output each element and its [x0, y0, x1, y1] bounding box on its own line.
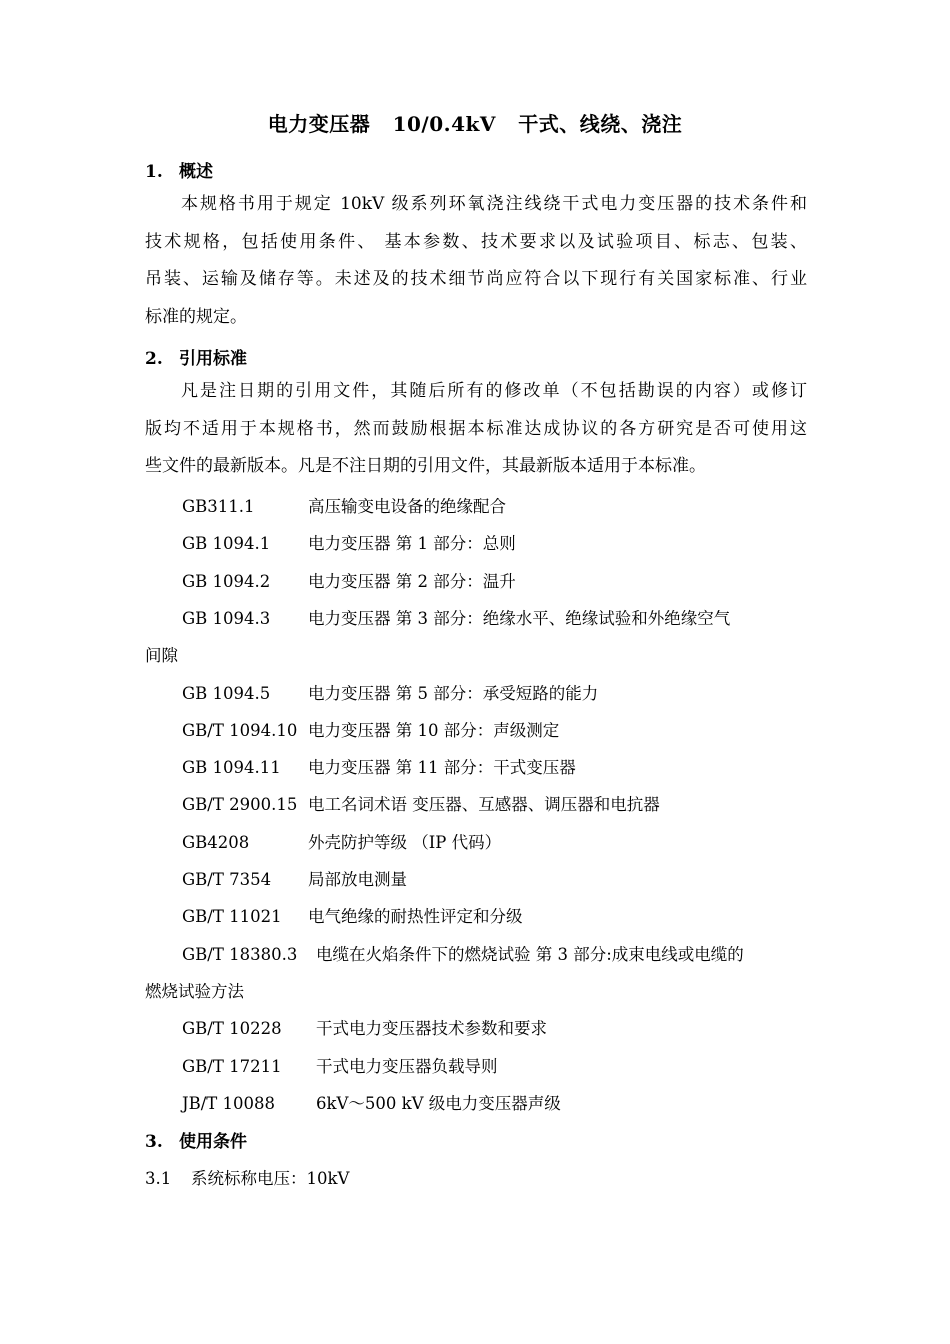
- paragraph-line: 标准的规定。: [145, 306, 247, 327]
- item-number: 3.1: [145, 1169, 172, 1188]
- standard-code: GB/T 1094.10: [182, 721, 298, 740]
- standard-code: GB/T 11021: [182, 907, 282, 926]
- paragraph-line: 版均不适用于本规格书，然而鼓励根据本标准达成协议的各方研究是否可使用这: [145, 418, 807, 439]
- section-2-heading: [145, 344, 247, 369]
- standard-row: [182, 493, 506, 517]
- standard-code: JB/T 10088: [182, 1094, 276, 1113]
- standard-row: [182, 829, 501, 853]
- standard-row: [182, 680, 598, 704]
- document-title: 电力变压器 10/0.4kV 干式、线绕、浇注: [267, 112, 683, 136]
- item-text: 系统标称电压：10kV: [191, 1169, 350, 1188]
- standard-code: GB311.1: [182, 497, 255, 516]
- standard-description: 电力变压器 第 5 部分：承受短路的能力: [308, 684, 599, 703]
- section-1-heading: [145, 157, 213, 182]
- section-number: 3.: [145, 1132, 163, 1152]
- standard-description: 高压输变电设备的绝缘配合: [308, 497, 506, 516]
- section-2-paragraph: [145, 373, 807, 486]
- standard-description: 电缆在火焰条件下的燃烧试验 第 3 部分:成束电线或电缆的: [316, 945, 744, 964]
- paragraph-line: 吊装、运输及储存等。未述及的技术细节尚应符合以下现行有关国家标准、行业: [145, 269, 807, 289]
- standard-row: [182, 530, 516, 554]
- section-number: 2.: [145, 349, 163, 369]
- standard-row: [182, 791, 660, 815]
- standard-row: [182, 1015, 547, 1039]
- standard-continuation: 间隙: [145, 646, 178, 665]
- standard-description: 电力变压器 第 1 部分：总则: [308, 534, 516, 553]
- standard-row: [182, 568, 516, 592]
- standard-row: [182, 903, 523, 927]
- section-title: 引用标准: [179, 349, 247, 369]
- section-title: 使用条件: [179, 1132, 247, 1152]
- standard-row: [182, 866, 407, 890]
- standard-description: 干式电力变压器技术参数和要求: [316, 1019, 547, 1038]
- standard-description: 电力变压器 第 2 部分：温升: [308, 572, 516, 591]
- section-3-heading: [145, 1127, 247, 1152]
- standard-code: GB 1094.2: [182, 572, 271, 591]
- section-title: 概述: [179, 162, 213, 182]
- standard-description: 电气绝缘的耐热性评定和分级: [308, 907, 523, 926]
- section-1-paragraph: [145, 186, 807, 336]
- standard-description: 电力变压器 第 10 部分：声级测定: [308, 721, 560, 740]
- standard-description: 6kV～500 kV 级电力变压器声级: [316, 1094, 561, 1113]
- standard-row: [182, 1053, 498, 1077]
- standard-row: [182, 941, 744, 965]
- standard-code: GB/T 18380.3: [182, 945, 298, 964]
- standard-description: 电力变压器 第 3 部分：绝缘水平、绝缘试验和外绝缘空气: [308, 609, 731, 628]
- standard-code: GB 1094.1: [182, 534, 271, 553]
- standard-description: 外壳防护等级 （IP 代码）: [308, 833, 502, 852]
- paragraph-line: 些文件的最新版本。凡是不注日期的引用文件，其最新版本适用于本标准。: [145, 456, 706, 476]
- standard-code: GB 1094.11: [182, 758, 281, 777]
- standard-code: GB/T 2900.15: [182, 795, 298, 814]
- standard-row: [182, 754, 576, 778]
- standard-description: 局部放电测量: [308, 870, 407, 889]
- numbered-item: [145, 1165, 349, 1189]
- paragraph-line: 凡是注日期的引用文件，其随后所有的修改单（不包括勘误的内容）或修订: [181, 381, 807, 401]
- standard-row: [182, 605, 730, 629]
- standard-row: [182, 1090, 561, 1114]
- standard-code: GB/T 7354: [182, 870, 272, 889]
- standard-code: GB 1094.5: [182, 684, 271, 703]
- standard-code: GB/T 10228: [182, 1019, 282, 1038]
- paragraph-line: 本规格书用于规定 10kV 级系列环氧浇注线绕干式电力变压器的技术条件和: [181, 194, 807, 214]
- paragraph-line: 技术规格，包括使用条件、 基本参数、技术要求以及试验项目、标志、包装、: [145, 231, 807, 252]
- standard-description: 干式电力变压器负载导则: [316, 1057, 498, 1076]
- standard-code: GB4208: [182, 833, 250, 852]
- standard-continuation: 燃烧试验方法: [145, 982, 244, 1001]
- standard-row: [182, 717, 559, 741]
- standard-description: 电力变压器 第 11 部分：干式变压器: [308, 758, 576, 777]
- standard-description: 电工名词术语 变压器、互感器、调压器和电抗器: [308, 795, 660, 814]
- section-number: 1.: [145, 162, 163, 182]
- standard-code: GB 1094.3: [182, 609, 271, 628]
- standard-code: GB/T 17211: [182, 1057, 282, 1076]
